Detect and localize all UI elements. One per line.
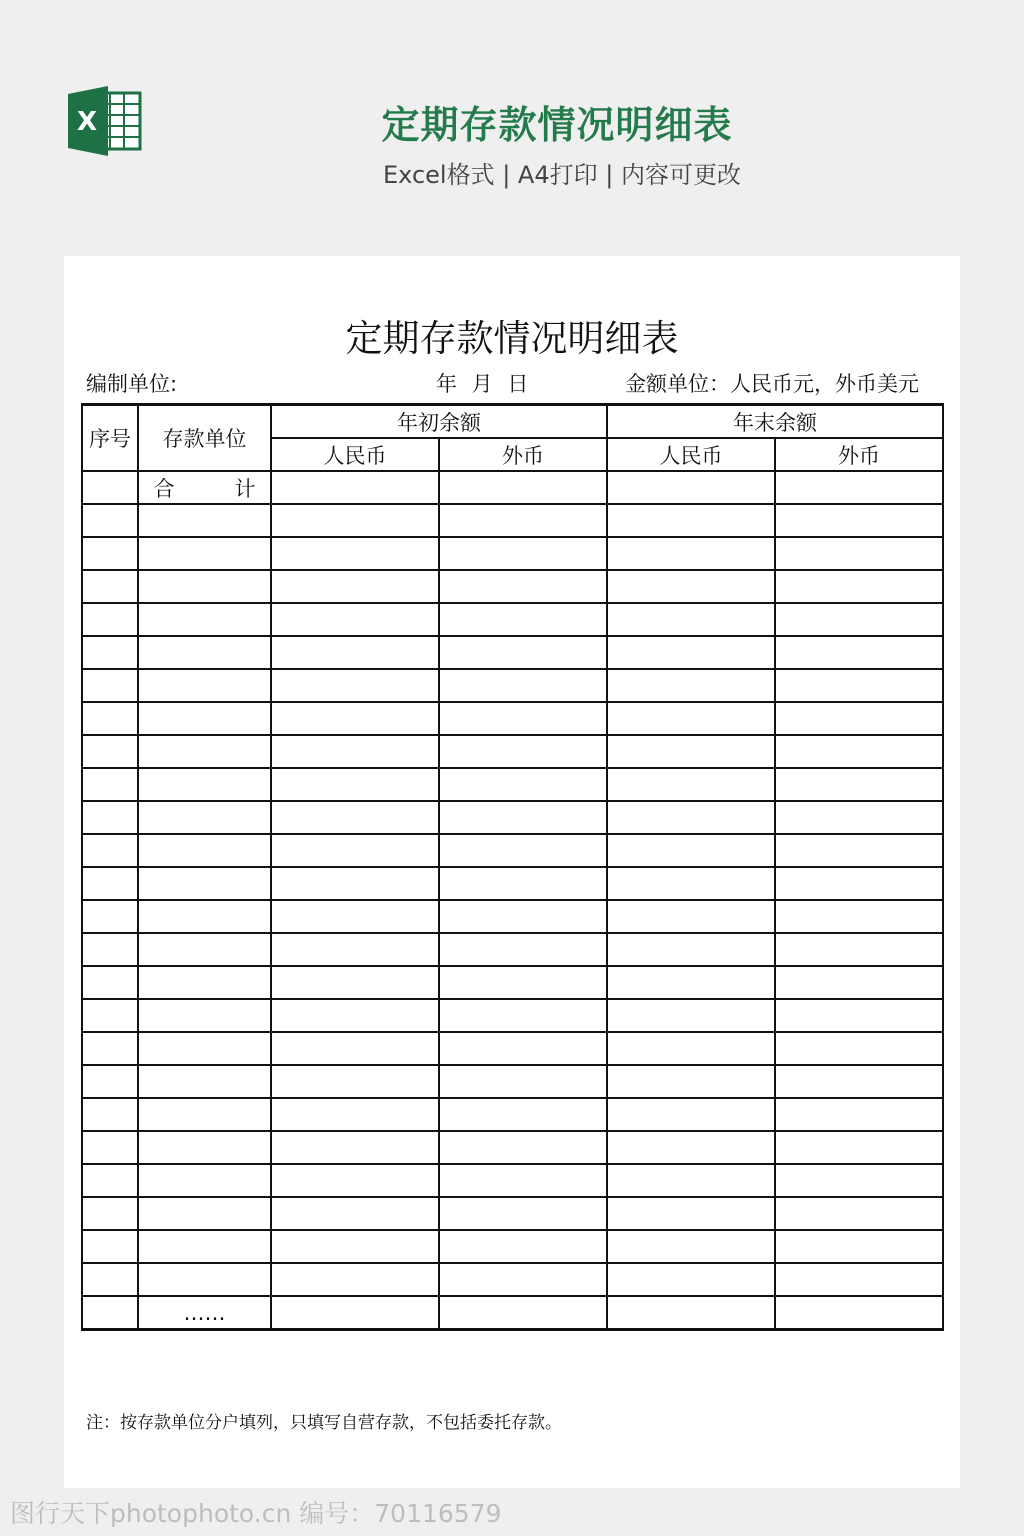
table-cell[interactable] [82, 1131, 138, 1164]
table-cell[interactable] [439, 1197, 607, 1230]
table-cell[interactable] [607, 1098, 775, 1131]
table-cell[interactable] [138, 1032, 271, 1065]
table-cell[interactable] [82, 768, 138, 801]
total-label-right: 计 [234, 476, 256, 501]
table-cell[interactable] [138, 834, 271, 867]
table-cell[interactable] [82, 702, 138, 735]
table-cell[interactable] [775, 1065, 943, 1098]
table-cell[interactable] [271, 867, 439, 900]
banner-title: 定期存款情况明细表 [381, 103, 733, 147]
table-cell[interactable] [607, 1032, 775, 1065]
table-cell[interactable] [775, 1131, 943, 1164]
table-cell[interactable] [775, 735, 943, 768]
table-cell[interactable] [439, 537, 607, 570]
table-cell[interactable] [439, 1230, 607, 1263]
table-cell[interactable] [82, 636, 138, 669]
table-cell[interactable] [138, 1164, 271, 1197]
table-row [82, 867, 943, 900]
watermark: 图行天下photophoto.cn 编号：70116579 [10, 1499, 502, 1528]
table-cell[interactable] [607, 702, 775, 735]
table-row [82, 636, 943, 669]
continuation-marker: …… [138, 1296, 271, 1330]
table-cell[interactable] [138, 603, 271, 636]
table-cell[interactable] [775, 1098, 943, 1131]
table-cell[interactable] [439, 504, 607, 537]
table-cell[interactable] [607, 900, 775, 933]
table-row [82, 834, 943, 867]
table-cell[interactable] [82, 1032, 138, 1065]
table-row [82, 1230, 943, 1263]
table-row [82, 570, 943, 603]
header-index: 序号 [82, 405, 138, 472]
table-cell[interactable] [138, 504, 271, 537]
table-cell[interactable] [439, 966, 607, 999]
table-row [82, 1065, 943, 1098]
table-cell[interactable] [439, 471, 607, 504]
table-cell[interactable] [138, 537, 271, 570]
table-cell[interactable] [775, 471, 943, 504]
table-row [82, 1164, 943, 1197]
table-cell[interactable] [82, 1197, 138, 1230]
table-cell[interactable] [82, 537, 138, 570]
table-cell[interactable] [439, 603, 607, 636]
table-cell[interactable] [439, 933, 607, 966]
table-row [82, 768, 943, 801]
table-cell[interactable] [271, 1164, 439, 1197]
table-cell[interactable] [82, 1164, 138, 1197]
table-cell[interactable] [439, 768, 607, 801]
document-sheet [64, 256, 960, 1488]
table-row [82, 900, 943, 933]
table-cell[interactable] [271, 1098, 439, 1131]
table-cell[interactable] [82, 867, 138, 900]
table-cell[interactable] [607, 966, 775, 999]
table-cell[interactable] [138, 570, 271, 603]
table-cell[interactable] [775, 1197, 943, 1230]
table-cell[interactable] [271, 1296, 439, 1330]
table-cell[interactable] [271, 1131, 439, 1164]
table-cell[interactable] [775, 669, 943, 702]
header-closing-rmb: 人民币 [607, 438, 775, 471]
table-cell[interactable] [607, 1263, 775, 1296]
header-opening-foreign: 外币 [439, 438, 607, 471]
table-cell[interactable] [271, 636, 439, 669]
table-row [82, 702, 943, 735]
table-cell[interactable] [607, 801, 775, 834]
compiling-unit-label: 编制单位: [86, 372, 178, 396]
table-row [82, 1131, 943, 1164]
table-cell[interactable] [607, 471, 775, 504]
table-cell[interactable] [607, 669, 775, 702]
table-cell[interactable] [271, 933, 439, 966]
table-cell[interactable] [82, 1263, 138, 1296]
table-row [82, 603, 943, 636]
table-cell[interactable] [271, 1032, 439, 1065]
table-cell[interactable] [607, 735, 775, 768]
table-cell[interactable] [775, 702, 943, 735]
table-row [82, 1197, 943, 1230]
table-cell[interactable] [138, 966, 271, 999]
banner-subtitle: Excel格式 | A4打印 | 内容可更改 [383, 161, 741, 189]
table-cell[interactable] [607, 1164, 775, 1197]
table-row [82, 1098, 943, 1131]
table-cell[interactable] [439, 900, 607, 933]
table-cell[interactable] [82, 834, 138, 867]
table-cell[interactable] [138, 1098, 271, 1131]
table-cell[interactable] [439, 1032, 607, 1065]
table-cell[interactable] [775, 1296, 943, 1330]
table-cell[interactable] [439, 1098, 607, 1131]
table-cell[interactable] [439, 1263, 607, 1296]
table-cell[interactable] [82, 1065, 138, 1098]
table-cell[interactable] [138, 933, 271, 966]
table-cell[interactable] [439, 999, 607, 1032]
table-cell[interactable] [138, 636, 271, 669]
table-cell[interactable] [82, 570, 138, 603]
table-cell[interactable] [775, 867, 943, 900]
table-cell[interactable] [82, 933, 138, 966]
table-cell[interactable] [775, 636, 943, 669]
date-label: 年 月 日 [436, 372, 533, 396]
header-opening-rmb: 人民币 [271, 438, 439, 471]
table-cell[interactable] [138, 735, 271, 768]
table-cell[interactable] [607, 537, 775, 570]
table-cell[interactable] [439, 834, 607, 867]
table-cell[interactable] [138, 669, 271, 702]
table-row [82, 1296, 943, 1330]
table-cell[interactable] [82, 900, 138, 933]
table-cell[interactable] [138, 1065, 271, 1098]
table-cell[interactable] [271, 471, 439, 504]
table-cell[interactable] [607, 1230, 775, 1263]
table-cell[interactable] [775, 900, 943, 933]
table-cell[interactable] [607, 768, 775, 801]
total-row [82, 471, 943, 504]
table-cell[interactable] [271, 702, 439, 735]
table-cell[interactable] [271, 504, 439, 537]
table-cell[interactable] [271, 966, 439, 999]
table-cell[interactable] [271, 900, 439, 933]
table-cell[interactable] [607, 603, 775, 636]
excel-icon-letter: X [76, 107, 98, 137]
table-row [82, 669, 943, 702]
table-cell[interactable] [775, 603, 943, 636]
table-cell[interactable] [607, 834, 775, 867]
table-cell[interactable] [775, 1263, 943, 1296]
table-cell[interactable] [607, 933, 775, 966]
table-cell[interactable] [82, 801, 138, 834]
header-closing-balance: 年末余额 [607, 405, 943, 439]
table-cell[interactable] [775, 801, 943, 834]
table-cell[interactable] [138, 768, 271, 801]
table-cell[interactable] [271, 834, 439, 867]
table-cell[interactable] [607, 1296, 775, 1330]
table-cell[interactable] [607, 636, 775, 669]
table-body [82, 471, 943, 1330]
table-cell[interactable] [607, 1197, 775, 1230]
table-cell[interactable] [138, 999, 271, 1032]
table-cell[interactable] [82, 1230, 138, 1263]
table-cell[interactable] [82, 1296, 138, 1330]
table-cell[interactable] [607, 570, 775, 603]
footnote: 注：按存款单位分户填列，只填写自营存款，不包括委托存款。 [86, 1413, 562, 1433]
table-cell[interactable] [439, 702, 607, 735]
table-cell[interactable] [82, 735, 138, 768]
table-cell[interactable] [138, 900, 271, 933]
table-cell[interactable] [439, 735, 607, 768]
table-cell[interactable] [439, 867, 607, 900]
total-label [138, 471, 271, 504]
table-cell[interactable] [439, 1296, 607, 1330]
table-cell[interactable] [439, 1065, 607, 1098]
table-row [82, 1263, 943, 1296]
table-cell[interactable] [138, 1230, 271, 1263]
table-row [82, 735, 943, 768]
table-cell[interactable] [271, 801, 439, 834]
table-cell[interactable] [271, 999, 439, 1032]
table-cell[interactable] [82, 999, 138, 1032]
table-cell[interactable] [775, 966, 943, 999]
table-cell[interactable] [439, 570, 607, 603]
table-cell[interactable] [82, 1098, 138, 1131]
deposit-table [81, 403, 944, 1331]
page-title: 定期存款情况明细表 [345, 317, 679, 360]
table-cell[interactable] [775, 999, 943, 1032]
table-cell[interactable] [138, 1263, 271, 1296]
table-row [82, 1032, 943, 1065]
table-cell[interactable] [271, 735, 439, 768]
table-cell[interactable] [439, 1164, 607, 1197]
table-row [82, 504, 943, 537]
table-cell[interactable] [82, 471, 138, 504]
table-cell[interactable] [775, 570, 943, 603]
header-depositor: 存款单位 [138, 405, 271, 472]
table-cell[interactable] [775, 537, 943, 570]
table-cell[interactable] [138, 867, 271, 900]
table-cell[interactable] [439, 636, 607, 669]
table-cell[interactable] [271, 570, 439, 603]
table-cell[interactable] [82, 504, 138, 537]
table-cell[interactable] [607, 504, 775, 537]
table-cell[interactable] [271, 669, 439, 702]
table-cell[interactable] [439, 1131, 607, 1164]
table-cell[interactable] [439, 801, 607, 834]
table-cell[interactable] [138, 702, 271, 735]
table-cell[interactable] [82, 966, 138, 999]
table-cell[interactable] [775, 1032, 943, 1065]
table-cell[interactable] [271, 1197, 439, 1230]
table-cell[interactable] [138, 801, 271, 834]
table-row [82, 933, 943, 966]
table-cell[interactable] [607, 1131, 775, 1164]
table-row [82, 999, 943, 1032]
table-row [82, 801, 943, 834]
total-label-left: 合 [153, 476, 175, 501]
table-cell[interactable] [775, 504, 943, 537]
table-row [82, 966, 943, 999]
table-cell[interactable] [271, 603, 439, 636]
table-cell[interactable] [775, 1164, 943, 1197]
table-cell[interactable] [271, 768, 439, 801]
table-cell[interactable] [271, 537, 439, 570]
table-cell[interactable] [607, 1065, 775, 1098]
table-cell[interactable] [271, 1230, 439, 1263]
header-closing-foreign: 外币 [775, 438, 943, 471]
table-cell[interactable] [82, 669, 138, 702]
table-cell[interactable] [138, 1131, 271, 1164]
table-cell[interactable] [607, 999, 775, 1032]
table-cell[interactable] [775, 1230, 943, 1263]
table-cell[interactable] [607, 867, 775, 900]
header-opening-balance: 年初余额 [271, 405, 607, 439]
table-cell[interactable] [82, 603, 138, 636]
table-cell[interactable] [775, 834, 943, 867]
table-cell[interactable] [775, 933, 943, 966]
table-cell[interactable] [271, 1263, 439, 1296]
table-cell[interactable] [138, 1197, 271, 1230]
table-cell[interactable] [271, 1065, 439, 1098]
table-cell[interactable] [439, 669, 607, 702]
table-cell[interactable] [775, 768, 943, 801]
table-row [82, 537, 943, 570]
currency-unit-label: 金额单位：人民币元，外币美元 [625, 372, 919, 396]
